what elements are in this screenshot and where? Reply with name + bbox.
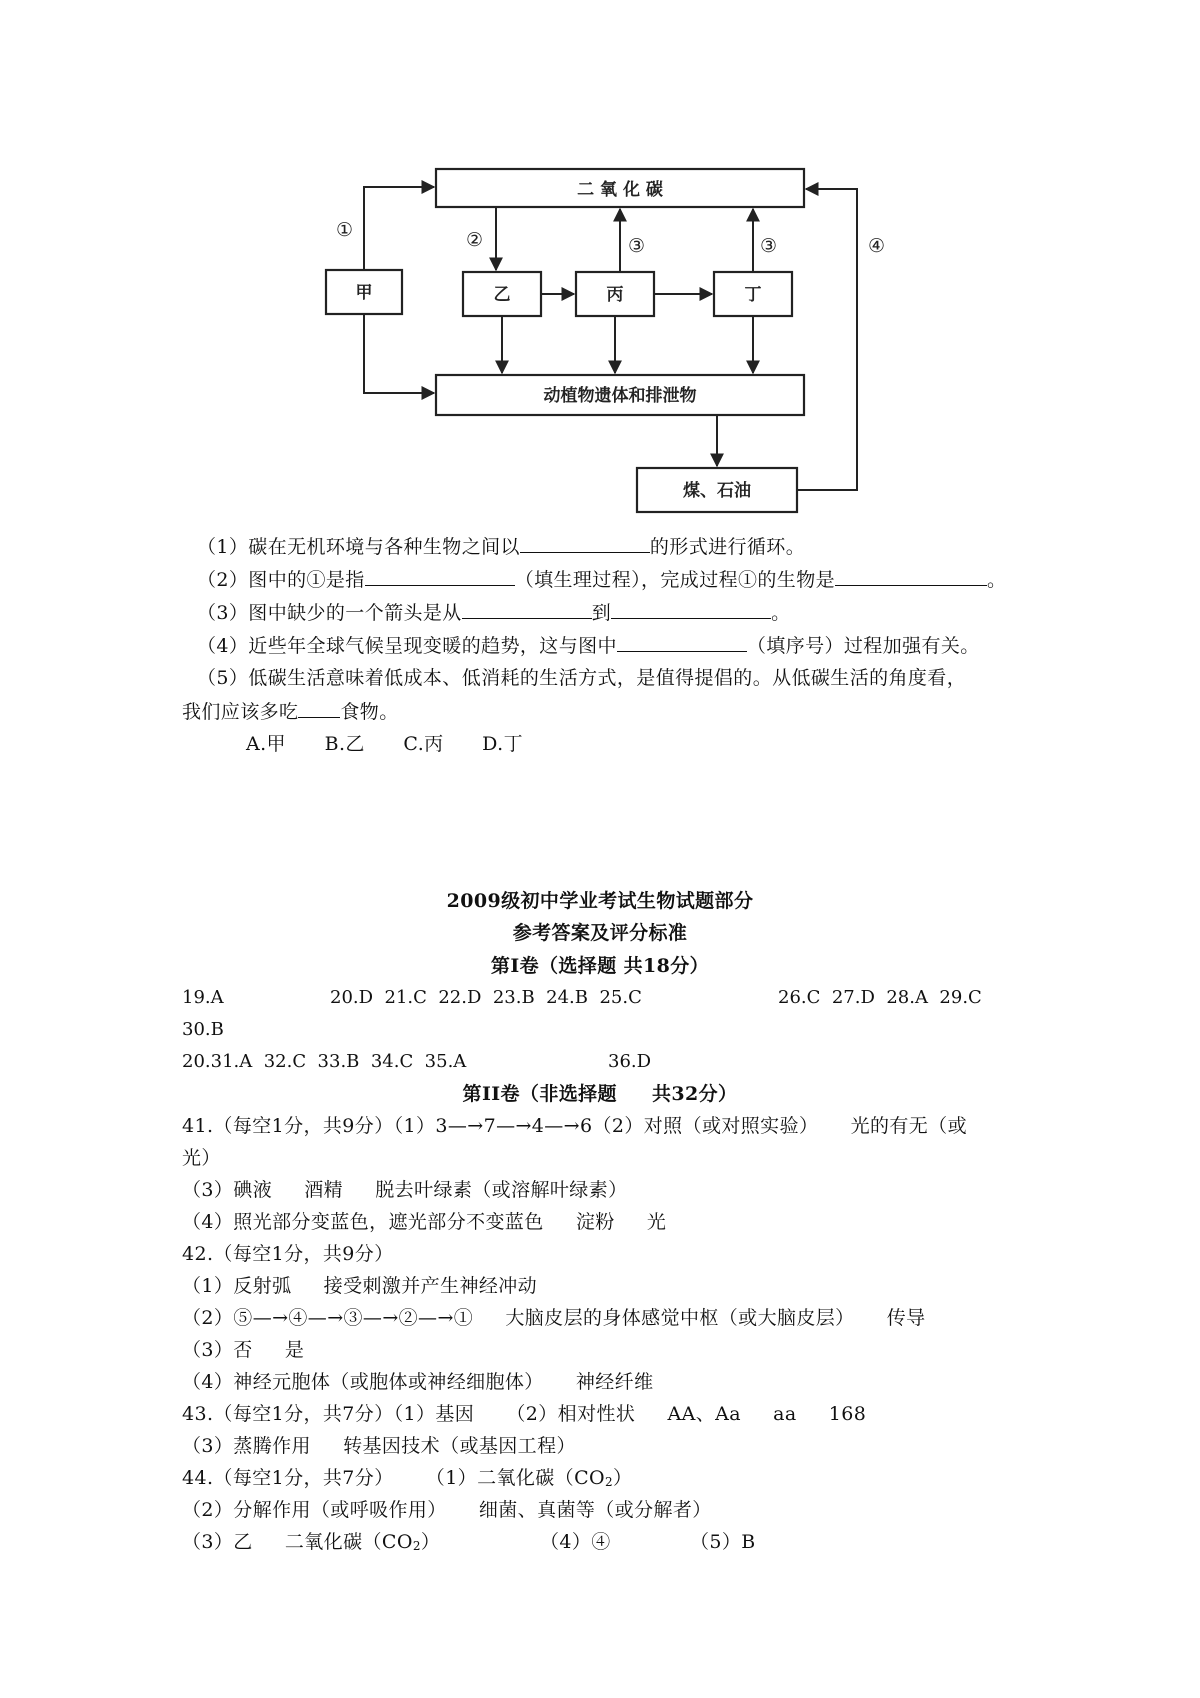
- answer-44-line3-part4: （4）④: [540, 1531, 611, 1553]
- carbon-cycle-diagram: [0, 0, 1200, 520]
- section-2-title: 第II卷（非选择题 共32分）: [462, 1083, 738, 1105]
- question-1: （1）碳在无机环境与各种生物之间以 的形式进行循环。: [197, 533, 805, 560]
- answer-title: 2009级初中学业考试生物试题部分: [446, 890, 754, 912]
- answer-42-line3: （3）否 是: [182, 1339, 305, 1361]
- jia-label: 甲: [355, 283, 373, 303]
- answer-42-line2: （2）⑤—→④—→③—→②—→① 大脑皮层的身体感觉中枢（或大脑皮层） 传导: [182, 1307, 926, 1329]
- blank-3b[interactable]: [611, 599, 771, 619]
- coal-oil-label: 煤、石油: [683, 481, 751, 501]
- question-5: （5）低碳生活意味着低成本、低消耗的生活方式，是值得提倡的。从低碳生活的角度看，: [197, 667, 967, 689]
- answer-44-line2: （2）分解作用（或呼吸作用） 细菌、真菌等（或分解者）: [182, 1499, 712, 1521]
- blank-4[interactable]: [617, 632, 747, 652]
- answer-41-line1: 41.（每空1分，共9分）（1）3—→7—→4—→6（2）对照（或对照实验） 光的有无（或: [182, 1115, 967, 1137]
- answer-42-line1: （1）反射弧 接受刺激并产生神经冲动: [182, 1275, 538, 1297]
- answer-42-line4: （4）神经元胞体（或胞体或神经细胞体） 神经纤维: [182, 1371, 654, 1393]
- answers-26-29: 26.C 27.D 28.A 29.C: [778, 987, 982, 1008]
- blank-1[interactable]: [520, 533, 650, 553]
- answers-20-25: 20.D 21.C 22.D 23.B 24.B 25.C: [330, 987, 642, 1008]
- question-3: （3）图中缺少的一个箭头是从 到 。: [197, 599, 791, 626]
- answer-41-line3: （3）碘液 酒精 脱去叶绿素（或溶解叶绿素）: [182, 1179, 628, 1201]
- bing-label: 丙: [606, 285, 624, 305]
- ding-label: 丁: [744, 285, 762, 305]
- answer-41-line2: 光）: [182, 1147, 221, 1169]
- label-3b: ③: [760, 235, 778, 257]
- blank-2b[interactable]: [835, 566, 987, 586]
- label-3a: ③: [628, 235, 646, 257]
- answer-44-line3-part5: （5）B: [690, 1531, 756, 1553]
- question-5-options: A.甲 B.乙 C.丙 D.丁: [246, 733, 523, 755]
- answer-41-line4: （4）照光部分变蓝色，遮光部分不变蓝色 淀粉 光: [182, 1211, 667, 1233]
- question-2: （2）图中的①是指 （填生理过程），完成过程①的生物是 。: [197, 566, 1006, 593]
- answer-30: 30.B: [182, 1019, 224, 1040]
- arrow-4: [797, 189, 857, 490]
- answer-42-head: 42.（每空1分，共9分）: [182, 1243, 394, 1265]
- section-1-title: 第Ⅰ卷（选择题 共18分）: [490, 955, 710, 977]
- co2-label: 二 氧 化 碳: [577, 180, 663, 200]
- label-4: ④: [868, 235, 886, 257]
- answer-36: 36.D: [608, 1051, 652, 1072]
- blank-2a[interactable]: [365, 566, 515, 586]
- question-4: （4）近些年全球气候呈现变暖的趋势，这与图中 （填序号）过程加强有关。: [197, 632, 980, 659]
- arrow-1: [364, 187, 434, 270]
- answer-44-line3: （3）乙 二氧化碳（CO2）: [182, 1531, 441, 1553]
- blank-5[interactable]: [298, 698, 340, 718]
- question-5-line2: 我们应该多吃 食物。: [182, 698, 399, 725]
- blank-3a[interactable]: [462, 599, 592, 619]
- label-1: ①: [336, 219, 354, 241]
- arrow-jia-remains: [364, 314, 434, 393]
- yi-label: 乙: [493, 285, 511, 305]
- answer-19: 19.A: [182, 987, 224, 1008]
- answers-31-35: 20.31.A 32.C 33.B 34.C 35.A: [182, 1051, 467, 1072]
- label-2: ②: [466, 229, 484, 251]
- answer-43-line1: 43.（每空1分，共7分）（1）基因 （2）相对性状 AA、Aa aa 168: [182, 1403, 867, 1425]
- answer-44-line1: 44.（每空1分，共7分） （1）二氧化碳（CO2）: [182, 1467, 633, 1489]
- remains-label: 动植物遗体和排泄物: [543, 386, 697, 406]
- answer-subtitle: 参考答案及评分标准: [512, 922, 688, 944]
- answer-43-line2: （3）蒸腾作用 转基因技术（或基因工程）: [182, 1435, 576, 1457]
